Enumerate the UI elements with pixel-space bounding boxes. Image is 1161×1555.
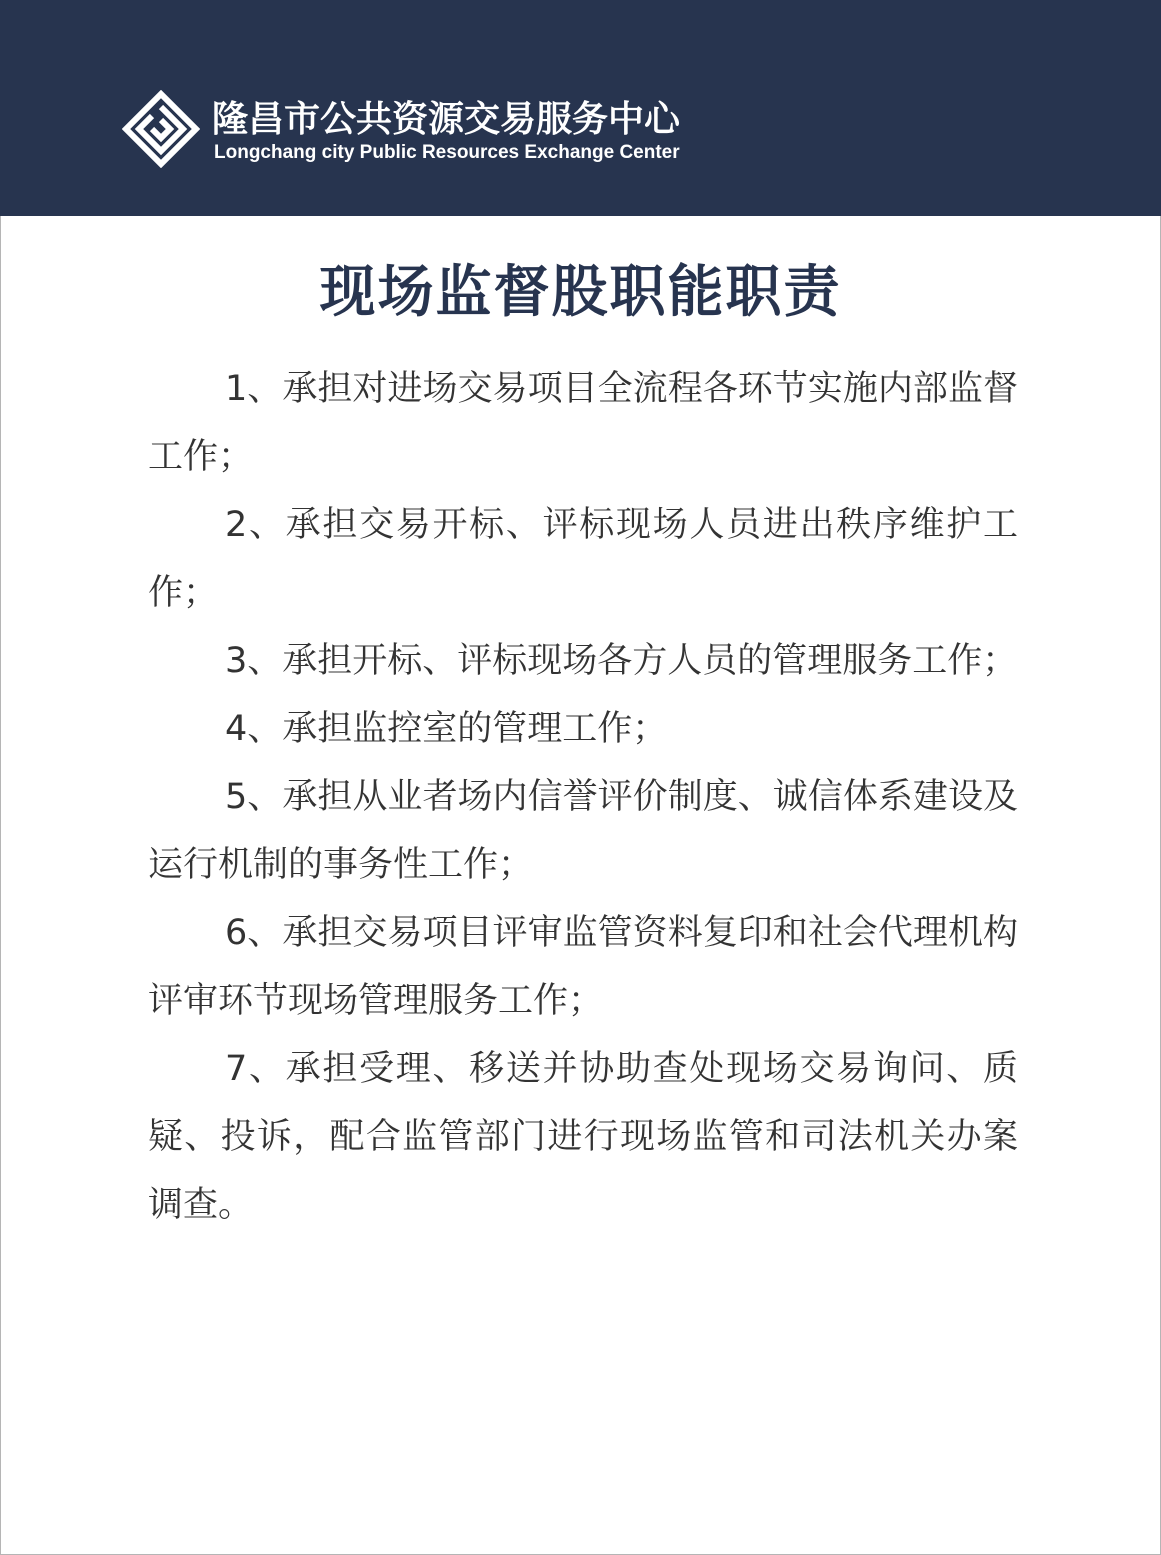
duty-item-6: 6、承担交易项目评审监管资料复印和社会代理机构评审环节现场管理服务工作； — [148, 913, 1018, 1021]
diamond-knot-logo-icon — [122, 90, 200, 168]
duty-item-1: 1、承担对进场交易项目全流程各环节实施内部监督工作； — [148, 369, 1018, 477]
duty-list — [148, 355, 1018, 1239]
header-banner — [0, 0, 1161, 216]
duty-item-5: 5、承担从业者场内信誉评价制度、诚信体系建设及运行机制的事务性工作； — [148, 777, 1018, 885]
page-title: 现场监督股职能职责 — [319, 260, 842, 325]
org-name-chinese: 隆昌市公共资源交易服务中心 — [212, 99, 681, 140]
org-name-english: Longchang city Public Resources Exchange Center — [214, 142, 680, 163]
duty-item-4: 4、承担监控室的管理工作； — [225, 709, 668, 749]
duty-item-7: 7、承担受理、移送并协助查处现场交易询问、质疑、投诉，配合监管部门进行现场监管和司法机关办案调查。 — [148, 1049, 1018, 1225]
duty-item-3: 3、承担开标、评标现场各方人员的管理服务工作； — [225, 641, 1018, 681]
duty-item-2: 2、承担交易开标、评标现场人员进出秩序维护工作； — [148, 505, 1018, 613]
